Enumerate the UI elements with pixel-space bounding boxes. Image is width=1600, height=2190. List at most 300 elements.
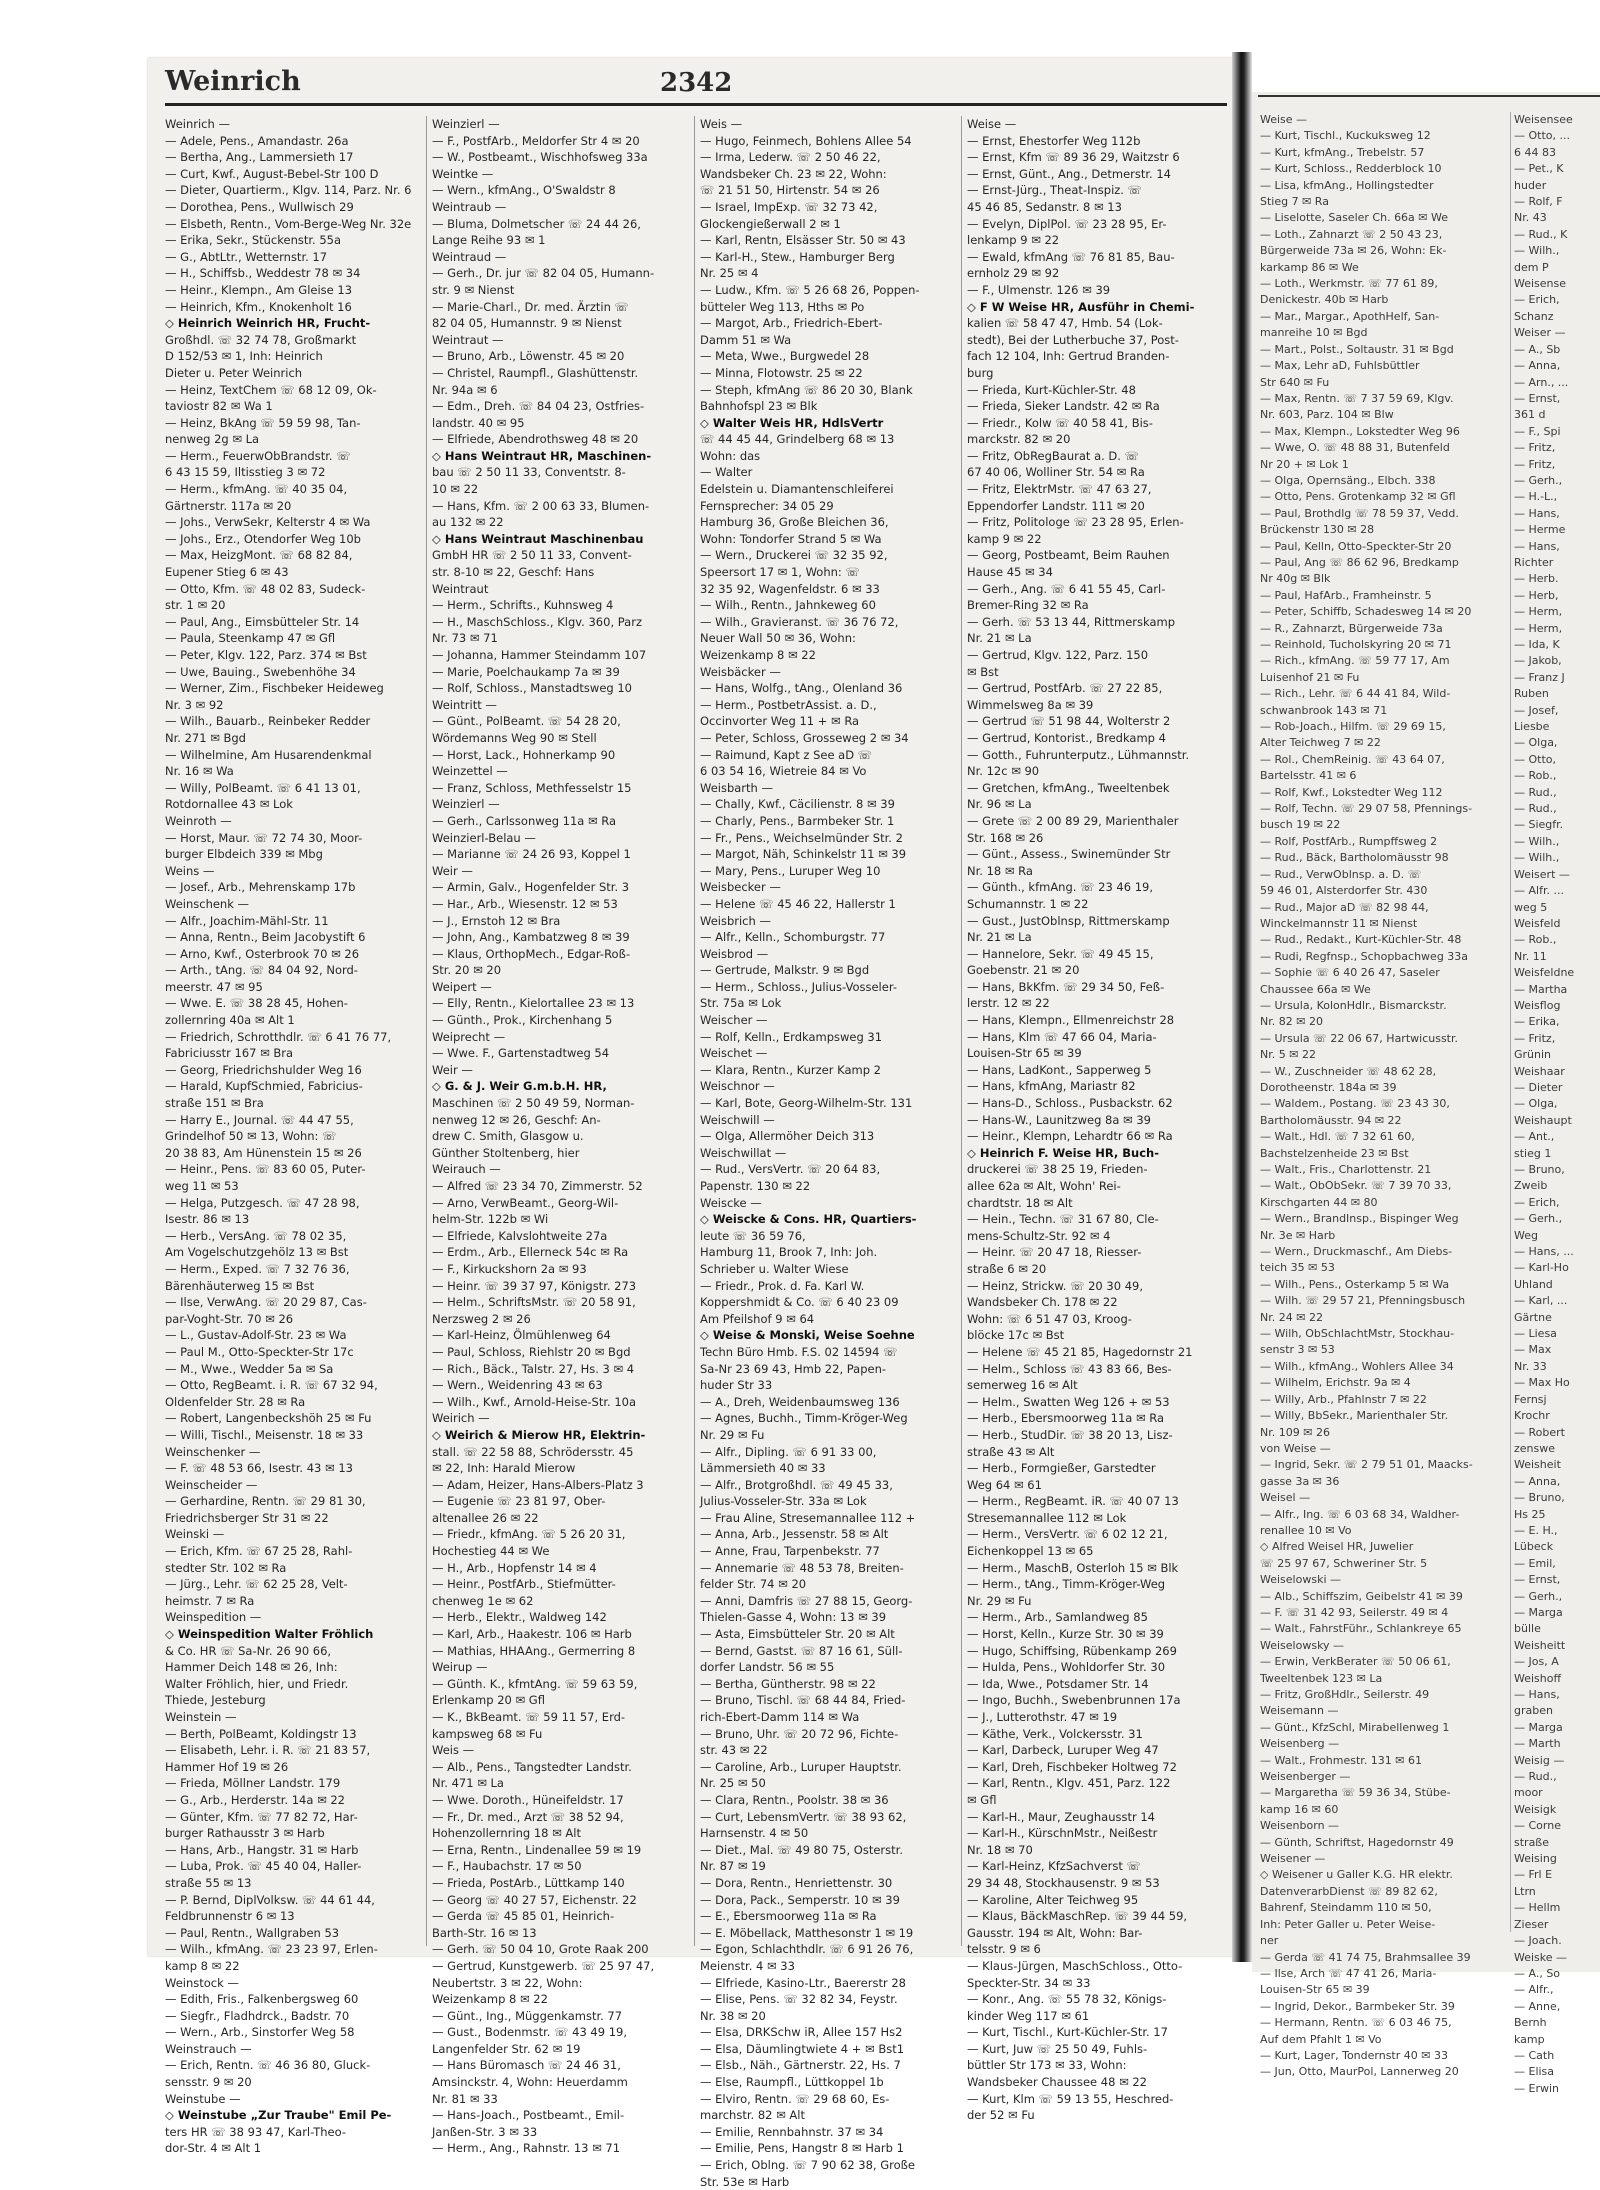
directory-entry-line: — Marianne ☏ 24 26 93, Koppel 1	[432, 847, 631, 862]
directory-entry-line: — Hans, Wolfg., tAng., Olenland 36	[700, 681, 903, 696]
directory-entry-line: Weishoff	[1514, 1671, 1562, 1685]
directory-entry-line: — Rich., Bäck., Talstr. 27, Hs. 3 ✉ 4	[432, 1361, 635, 1376]
directory-entry-line: — Erich, Rentn. ☏ 46 36 80, Gluck-	[165, 2058, 371, 2073]
directory-entry-line: — Günth. K., kfmtAng. ☏ 59 63 59,	[432, 1676, 638, 1691]
directory-entry-line: Weise —	[967, 117, 1017, 131]
directory-entry-line: — Alb., Pens., Tangstedter Landstr.	[432, 1759, 632, 1774]
directory-entry-line: — Elly, Rentn., Kielortallee 23 ✉ 13	[432, 996, 635, 1011]
directory-entry-line: — Evelyn, DiplPol. ☏ 23 28 95, Er-	[967, 216, 1167, 231]
directory-entry-line: Weir —	[432, 863, 473, 878]
directory-entry-line: Weiselowski —	[1260, 1573, 1341, 1587]
directory-entry-line: Weirauch —	[432, 1162, 501, 1177]
directory-entry-line: Weinski —	[165, 1527, 225, 1542]
directory-entry-line: — Dorothea, Pens., Wullwisch 29	[165, 199, 354, 214]
directory-entry-line: Weintraut —	[432, 332, 504, 347]
directory-entry-line: Weinzierl —	[432, 117, 500, 131]
directory-entry-line: — Jürg., Lehr. ☏ 62 25 28, Velt-	[165, 1577, 348, 1592]
directory-entry-line: Dorotheenstr. 184a ✉ 39	[1260, 1080, 1397, 1094]
directory-entry-line: — Rob-Joach., Hilfm. ☏ 29 69 15,	[1260, 720, 1446, 734]
directory-entry-line: — Elviro, Rentn. ☏ 29 68 60, Es-	[700, 2091, 890, 2106]
directory-entry-line: — Erich, Kfm. ☏ 67 25 28, Rahl-	[165, 1544, 353, 1559]
directory-entry-line: Glockengießerwall 2 ✉ 1	[700, 216, 841, 231]
directory-entry-line: ner	[1260, 1934, 1279, 1948]
directory-entry-line: — Hans, Arb., Hangstr. 31 ✉ Harb	[165, 1842, 359, 1857]
directory-entry-line: huder	[1514, 178, 1547, 192]
directory-entry-line: — F., Kirkuckshorn 2a ✉ 93	[432, 1261, 587, 1276]
directory-entry-line: — Hans, ...	[1514, 1245, 1574, 1259]
directory-entry-line: — Heinr., Pens. ☏ 83 60 05, Puter-	[165, 1162, 366, 1177]
directory-entry-line: lerstr. 12 ✉ 22	[967, 996, 1050, 1011]
directory-entry-line: Weischnor —	[700, 1079, 775, 1094]
directory-entry-line: — Wilh., kfmAng., Wohlers Allee 34	[1260, 1359, 1454, 1373]
directory-entry-line: par-Voght-Str. 70 ✉ 26	[165, 1311, 294, 1326]
directory-entry-line: bau ☏ 2 50 11 33, Conventstr. 8-	[432, 465, 626, 480]
directory-entry-line: — Elisa	[1514, 2065, 1555, 2079]
directory-entry-line: — Georg, Friedrichshulder Weg 16	[165, 1062, 362, 1077]
directory-entry-line: Feldbrunnenstr 6 ✉ 13	[165, 1909, 295, 1924]
column-divider	[426, 116, 427, 1946]
directory-entry-line: — Emilie, Rennbahnstr. 37 ✉ 34	[700, 2124, 884, 2139]
directory-entry-line: fach 12 104, Inh: Gertrud Branden-	[967, 349, 1170, 364]
directory-entry-line: — Hein., Techn. ☏ 31 67 80, Cle-	[967, 1212, 1159, 1227]
directory-entry-line: Weishaupt	[1514, 1113, 1572, 1127]
directory-entry-line: — Friedrich, Schrotthdlr. ☏ 6 41 76 77,	[165, 1029, 392, 1044]
directory-entry-line: — Walt., ObObSekr. ☏ 7 39 70 33,	[1260, 1179, 1452, 1193]
directory-entry-line: Weisheitt	[1514, 1638, 1566, 1652]
directory-entry-line: Weinzettel —	[432, 764, 508, 779]
directory-entry-line: — Mary, Pens., Luruper Weg 10	[700, 863, 881, 878]
directory-entry-line: Meienstr. 4 ✉ 33	[700, 1958, 795, 1973]
directory-entry-line: — Luba, Prok. ☏ 45 40 04, Haller-	[165, 1859, 362, 1874]
directory-entry-line: — Wern., kfmAng., O'Swaldstr 8	[432, 183, 616, 198]
directory-entry-line: — Ernst, Ehestorfer Weg 112b	[967, 133, 1141, 148]
directory-entry-line: ◇ G. & J. Weir G.m.b.H. HR,	[432, 1079, 607, 1094]
directory-entry-line: dem P	[1514, 260, 1549, 274]
directory-entry-line: Nerzsweg 2 ✉ 26	[432, 1311, 531, 1326]
directory-entry-line: — H.-L.,	[1514, 490, 1558, 504]
directory-entry-line: — Alfr. ...	[1514, 884, 1564, 898]
directory-entry-line: — Günth., Prok., Kirchenhang 5	[432, 1013, 613, 1028]
directory-entry-line: — Hans Büromasch ☏ 24 46 31,	[432, 2058, 621, 2073]
directory-entry-line: Wohn: Tondorfer Strand 5 ✉ Wa	[700, 531, 882, 546]
directory-entry-line: Wandsbeker Ch. 178 ✉ 22	[967, 1295, 1118, 1310]
directory-entry-line: — Otto,	[1514, 752, 1557, 766]
directory-entry-line: Weisenberg —	[1260, 1737, 1340, 1751]
directory-entry-line: Bachstelzenheide 23 ✉ Bst	[1260, 1146, 1409, 1160]
directory-entry-line: Bürgerweide 73a ✉ 26, Wohn: Ek-	[1260, 244, 1447, 258]
directory-entry-line: — Johanna, Hammer Steindamm 107	[432, 648, 647, 662]
directory-entry-line: — Rud., K	[1514, 227, 1568, 241]
directory-entry-line: — Paul, Kelln, Otto-Speckter-Str 20	[1260, 539, 1452, 553]
directory-entry-line: — Ursula ☏ 22 06 67, Hartwicusstr.	[1260, 1031, 1458, 1045]
directory-entry-line: Eichenkoppel 13 ✉ 65	[967, 1544, 1094, 1559]
directory-entry-line: Weisert —	[1514, 867, 1570, 881]
directory-entry-line: — Rich., Lehr. ☏ 6 44 41 84, Wild-	[1260, 687, 1451, 701]
directory-entry-line: — Else, Raumpfl., Lüttkoppel 1b	[700, 2075, 884, 2090]
directory-entry-line: — Hugo, Schiffsing, Rübenkamp 269	[967, 1643, 1177, 1658]
directory-entry-line: rich-Ebert-Damm 114 ✉ Wa	[700, 1710, 860, 1724]
directory-entry-line: — Adam, Heizer, Hans-Albers-Platz 3	[432, 1477, 644, 1492]
directory-entry-line: — Hans, LadKont., Sapperweg 5	[967, 1062, 1152, 1077]
directory-entry-line: — Herm., tAng., Timm-Kröger-Weg	[967, 1577, 1166, 1592]
directory-entry-line: dor-Str. 4 ✉ Alt 1	[165, 2141, 262, 2156]
directory-entry-line: Kirschgarten 44 ✉ 80	[1260, 1195, 1378, 1209]
directory-entry-line: Weischwill —	[700, 1112, 775, 1127]
directory-entry-line: — Ernst-Jürg., Theat-Inspiz. ☏	[967, 183, 1142, 198]
directory-entry-line: Langenfelder Str. 62 ✉ 19	[432, 2041, 581, 2056]
directory-entry-line: — Willy, BbSekr., Marienthaler Str.	[1260, 1409, 1449, 1423]
directory-entry-line: — Wilh.,	[1514, 244, 1560, 258]
directory-entry-line: ◇ F W Weise HR, Ausführ in Chemi-	[967, 299, 1195, 314]
directory-entry-line: Str. 168 ✉ 26	[967, 830, 1044, 845]
directory-entry-line: — Wilh., Kwf., Arnold-Heise-Str. 10a	[432, 1394, 637, 1409]
directory-entry-line: heimstr. 7 ✉ Ra	[165, 1593, 255, 1608]
directory-entry-line: — F. ☏ 48 53 66, Isestr. 43 ✉ 13	[165, 1461, 353, 1476]
directory-entry-line: ◇ Weise & Monski, Weise Soehne	[700, 1328, 915, 1343]
directory-entry-line: — E., Ebersmoorweg 11a ✉ Ra	[700, 1909, 877, 1924]
directory-entry-line: — Alb., Schiffszim, Geibelstr 41 ✉ 39	[1260, 1589, 1463, 1603]
directory-entry-line: ✉ 22, Inh: Harald Mierow	[432, 1461, 576, 1476]
directory-entry-line: der 52 ✉ Fu	[967, 2108, 1035, 2123]
directory-entry-line: Fernsj	[1514, 1392, 1547, 1406]
directory-entry-line: Nr. 11	[1514, 949, 1547, 963]
directory-entry-line: DatenverarbDienst ☏ 89 82 62,	[1260, 1884, 1438, 1898]
directory-entry-line: Schrieber u. Walter Wiese	[700, 1261, 849, 1276]
directory-entry-line: — Hellm	[1514, 1901, 1561, 1915]
directory-entry-line: ◇ Hans Weintraut Maschinenbau	[432, 531, 644, 546]
directory-entry-line: felder Str. 74 ✉ 20	[700, 1577, 807, 1592]
directory-entry-line: Weischwillat —	[700, 1145, 787, 1160]
directory-entry-line: Gausstr. 194 ✉ Alt, Wohn: Bar-	[967, 1925, 1143, 1940]
directory-entry-line: — Karl-H., KürschnMstr., Neißestr	[967, 1826, 1158, 1841]
directory-entry-line: 6 44 83	[1514, 145, 1556, 159]
directory-entry-line: — Karl, Darbeck, Luruper Weg 47	[967, 1743, 1159, 1758]
directory-entry-line: — Clara, Rentn., Poolstr. 38 ✉ 36	[700, 1792, 889, 1807]
directory-entry-line: — Gust., JustOblnsp, Rittmerskamp	[967, 913, 1170, 928]
directory-entry-line: — Erich,	[1514, 1195, 1560, 1209]
directory-entry-line: — Anna,	[1514, 359, 1561, 373]
directory-entry-line: Uhland	[1514, 1277, 1553, 1291]
directory-entry-line: Nr. 96 ✉ La	[967, 797, 1032, 812]
directory-entry-line: — Rich., kfmAng. ☏ 59 77 17, Am	[1260, 654, 1450, 668]
directory-entry-line: zollernring 40a ✉ Alt 1	[165, 1013, 295, 1028]
directory-entry-line: — Gertrud ☏ 51 98 44, Wolterstr 2	[967, 714, 1171, 729]
directory-entry-line: — Helm., Schloss ☏ 43 83 66, Bes-	[967, 1361, 1172, 1376]
directory-entry-line: Damm 51 ✉ Wa	[700, 332, 792, 347]
directory-entry-line: str. 9 ✉ Nienst	[432, 282, 515, 297]
directory-entry-line: — Hans-D., Schloss., Pusbackstr. 62	[967, 1096, 1173, 1111]
directory-entry-line: — Frl E	[1514, 1868, 1553, 1882]
directory-entry-line: Thiede, Jesteburg	[165, 1693, 266, 1708]
directory-entry-line: Nr. 603, Parz. 104 ✉ Blw	[1260, 408, 1394, 422]
directory-entry-line: — Herb., Ebersmoorweg 11a ✉ Ra	[967, 1411, 1165, 1426]
directory-entry-line: — Margaretha ☏ 59 36 34, Stübe-	[1260, 1786, 1451, 1800]
directory-entry-line: — Herm., Schrifts., Kuhnsweg 4	[432, 598, 614, 613]
directory-entry-line: — Gretchen, kfmAng., Tweeltenbek	[967, 780, 1170, 795]
right-page-column-2	[1514, 112, 1600, 2095]
directory-entry-line: kamp 8 ✉ 22	[165, 1958, 240, 1973]
directory-entry-line: Weizenkamp 8 ✉ 22	[432, 1992, 548, 2007]
directory-entry-line: Fabriciusstr 167 ✉ Bra	[165, 1046, 294, 1061]
directory-entry-line: — Max, HeizgMont. ☏ 68 82 84,	[165, 548, 353, 563]
directory-entry-line: — Josef,	[1514, 703, 1559, 717]
directory-entry-line: — Ingo, Buchh., Swebenbrunnen 17a	[967, 1693, 1181, 1708]
directory-entry-line: weg 5	[1514, 900, 1548, 914]
directory-entry-line: ◇ Weisener u Galler K.G. HR elektr.	[1260, 1868, 1453, 1882]
directory-entry-line: — Heinr. ☏ 20 47 18, Riesser-	[967, 1245, 1142, 1260]
directory-entry-line: Weiser —	[1514, 326, 1566, 340]
directory-entry-line: — Bruno,	[1514, 1163, 1565, 1176]
directory-entry-line: Nr. 21 ✉ La	[967, 930, 1032, 945]
directory-entry-line: — Gerh.,	[1514, 473, 1563, 487]
directory-entry-line: — Herm,	[1514, 621, 1563, 635]
directory-entry-line: — Rolf, F	[1514, 195, 1563, 209]
directory-entry-line: — Klaus, BäckMaschRep. ☏ 39 44 59,	[967, 1909, 1188, 1924]
directory-entry-line: — Elsbeth, Rentn., Vom-Berge-Weg Nr. 32e	[165, 216, 412, 231]
directory-entry-line: — Mar., Margar., ApothHelf, San-	[1260, 309, 1440, 323]
directory-entry-line: — Anna, Rentn., Beim Jacobystift 6	[165, 930, 366, 945]
directory-entry-line: Weis —	[432, 1743, 475, 1758]
directory-entry-line: — Ernst, Kfm ☏ 89 36 29, Waitzstr 6	[967, 150, 1180, 165]
directory-entry-line: Grindelhof 50 ✉ 13, Wohn: ☏	[165, 1129, 337, 1144]
directory-entry-line: — Wilhelmine, Am Husarendenkmal	[165, 747, 372, 762]
directory-entry-line: Bahrenf, Steindamm 110 ✉ 50,	[1260, 1901, 1432, 1915]
directory-entry-line: — Rob.,	[1514, 933, 1557, 947]
directory-entry-line: Weisfeldne	[1514, 966, 1575, 980]
directory-entry-line: — W., Postbeamt., Wischhofsweg 33a	[432, 150, 648, 165]
directory-entry-line: Wandsbeker Ch. 23 ✉ 22, Wohn:	[700, 166, 887, 181]
directory-entry-line: — Rudi, Regfnsp., Schopbachweg 33a	[1260, 949, 1469, 963]
directory-entry-line: gasse 3a ✉ 36	[1260, 1474, 1340, 1488]
directory-entry-line: Weintraut	[432, 581, 489, 596]
directory-entry-line: — F., PostfArb., Meldorfer Str 4 ✉ 20	[432, 133, 640, 148]
directory-entry-line: ☏ 25 97 67, Schweriner Str. 5	[1260, 1556, 1428, 1570]
directory-entry-line: graben	[1514, 1704, 1553, 1718]
directory-entry-line: — Günth., kfmAng. ☏ 23 46 19,	[967, 880, 1153, 895]
directory-entry-line: — Marga	[1514, 1720, 1563, 1734]
directory-entry-line: — A., So	[1514, 1966, 1561, 1980]
right-page-rule	[1258, 95, 1600, 97]
directory-entry-line: — Friedr., kfmAng. ☏ 5 26 20 31,	[432, 1527, 626, 1542]
directory-entry-line: Stresemannallee 112 ✉ Lok	[967, 1510, 1127, 1525]
directory-entry-line: — Gerda ☏ 41 74 75, Brahmsallee 39	[1260, 1950, 1471, 1964]
directory-entry-line: Weisbrich —	[700, 913, 771, 928]
directory-entry-line: — Asta, Eimsbütteler Str. 20 ✉ Alt	[700, 1627, 895, 1642]
directory-entry-line: — Ilse, VerwAng. ☏ 20 29 87, Cas-	[165, 1295, 367, 1310]
directory-entry-line: — Peter, Schloss, Grosseweg 2 ✉ 34	[700, 730, 909, 745]
directory-entry-line: Nr. 18 ✉ 70	[967, 1842, 1033, 1857]
directory-entry-line: — Otto, ...	[1514, 129, 1570, 143]
directory-entry-line: Auf dem Pfahlt 1 ✉ Vo	[1260, 2032, 1382, 2046]
directory-entry-line: Weir —	[432, 1062, 473, 1077]
directory-entry-line: Oldenfelder Str. 28 ✉ Ra	[165, 1394, 306, 1409]
directory-entry-line: — Rolf, Kelln., Erdkampsweg 31	[700, 1029, 883, 1044]
directory-entry-line: Liesbe	[1514, 720, 1550, 734]
directory-entry-line: — Herm., kfmAng. ☏ 40 35 04,	[165, 482, 348, 497]
directory-entry-line: — Wilh., kfmAng. ☏ 23 23 97, Erlen-	[165, 1942, 378, 1957]
directory-entry-line: büttler Str 173 ✉ 33, Wohn:	[967, 2058, 1127, 2073]
directory-entry-line: Lämmersieth 40 ✉ 33	[700, 1461, 826, 1476]
directory-entry-line: Bartholomäusstr. 94 ✉ 22	[1260, 1113, 1402, 1127]
directory-entry-line: Tweeltenbek 123 ✉ La	[1260, 1671, 1383, 1685]
directory-entry-line: Weinrich —	[165, 117, 230, 131]
directory-entry-line: — Loth., Zahnarzt ☏ 2 50 43 23,	[1260, 227, 1443, 241]
directory-entry-line: — Alfr., Joachim-Mähl-Str. 11	[165, 913, 329, 928]
directory-entry-line: — Ida, K	[1514, 638, 1560, 651]
directory-entry-line: — Wilh., Rentn., Jahnkeweg 60	[700, 598, 876, 613]
directory-entry-line: — Berth, PolBeamt, Koldingstr 13	[165, 1726, 357, 1741]
directory-entry-line: — Herm,	[1514, 605, 1563, 619]
directory-entry-line: — Paul, Ang., Eimsbütteler Str. 14	[165, 614, 360, 629]
column-divider	[1510, 112, 1511, 1932]
directory-entry-line: — Gertrude, Malkstr. 9 ✉ Bgd	[700, 963, 870, 978]
directory-entry-line: — F., Spi	[1514, 424, 1561, 438]
directory-entry-line: stieg 1	[1514, 1146, 1552, 1160]
directory-entry-line: — A., Dreh, Weidenbaumsweg 136	[700, 1394, 900, 1409]
directory-entry-line: Hammer Hof 19 ✉ 26	[165, 1759, 289, 1774]
directory-entry-line: — Gerh., Ang. ☏ 6 41 55 45, Carl-	[967, 581, 1166, 596]
directory-entry-line: — Max, Lehr aD, Fuhlsbüttler	[1260, 359, 1420, 373]
directory-entry-line: — Corne	[1514, 1819, 1561, 1833]
directory-entry-line: — Joach.	[1514, 1934, 1562, 1948]
directory-entry-line: straße 151 ✉ Bra	[165, 1096, 264, 1111]
directory-entry-line: — Günter, Kfm. ☏ 77 82 72, Har-	[165, 1809, 358, 1824]
directory-entry-line: drew C. Smith, Glasgow u.	[432, 1129, 584, 1144]
directory-entry-line: huder Str 33	[700, 1378, 773, 1393]
directory-entry-line: — Elfriede, Kalvslohtweite 27a	[432, 1228, 608, 1243]
directory-entry-line: — F., Haubachstr. 17 ✉ 50	[432, 1859, 582, 1874]
directory-entry-line: marchstr. 82 ✉ Alt	[700, 2108, 805, 2123]
directory-entry-line: Nr. 5 ✉ 22	[1260, 1048, 1316, 1062]
directory-entry-line: — Christel, Raumpfl., Glashüttenstr.	[432, 365, 639, 380]
directory-entry-line: — Kurt, Schloss., Redderblock 10	[1260, 162, 1442, 176]
directory-entry-line: — Arno, Kwf., Osterbrook 70 ✉ 26	[165, 946, 360, 961]
directory-entry-line: — Herm., RegBeamt. iR. ☏ 40 07 13	[967, 1494, 1179, 1509]
directory-entry-line: — Franz, Schloss, Methfesselstr 15	[432, 780, 632, 795]
directory-entry-line: — Liselotte, Saseler Ch. 66a ✉ We	[1260, 211, 1449, 225]
directory-entry-line: Harnsenstr. 4 ✉ 50	[700, 1826, 809, 1841]
directory-entry-line: — Karl, ...	[1514, 1294, 1568, 1308]
directory-entry-line: burger Rathausstr 3 ✉ Harb	[165, 1826, 325, 1841]
directory-entry-line: — Erdm., Arb., Ellerneck 54c ✉ Ra	[432, 1245, 629, 1260]
directory-entry-line: burger Elbdeich 339 ✉ Mbg	[165, 847, 323, 862]
directory-entry-line: Louisen-Str 65 ✉ 39	[1260, 1983, 1370, 1997]
directory-entry-line: ☏ 44 45 44, Grindelberg 68 ✉ 13	[700, 432, 895, 447]
directory-entry-line: nenweg 2g ✉ La	[165, 432, 260, 447]
directory-entry-line: Nr. 24 ✉ 22	[1260, 1310, 1323, 1324]
directory-entry-line: — Konr., Ang. ☏ 55 78 32, Königs-	[967, 1992, 1167, 2007]
directory-entry-line: Weisbarth —	[700, 780, 773, 795]
directory-entry-line: — Ida, Wwe., Potsdamer Str. 14	[967, 1676, 1149, 1691]
directory-entry-line: — Alfr., Ing. ☏ 6 03 68 34, Waldher-	[1260, 1507, 1460, 1521]
directory-entry-line: Wördemanns Weg 90 ✉ Stell	[432, 730, 597, 745]
directory-entry-line: Str 640 ✉ Fu	[1260, 375, 1330, 389]
directory-entry-line: ◇ Alfred Weisel HR, Juwelier	[1260, 1540, 1414, 1554]
directory-entry-line: — Wilhelm, Erichstr. 9a ✉ 4	[1260, 1376, 1411, 1390]
directory-entry-line: — Gerhardine, Rentn. ☏ 29 81 30,	[165, 1494, 366, 1509]
directory-entry-line: Louisen-Str 65 ✉ 39	[967, 1046, 1082, 1061]
directory-entry-line: — Herm., MaschB, Osterloh 15 ✉ Blk	[967, 1560, 1179, 1575]
directory-entry-line: & Co. HR ☏ Sa-Nr. 26 90 66,	[165, 1643, 332, 1658]
directory-entry-line: 45 46 85, Sedanstr. 8 ✉ 13	[967, 199, 1122, 214]
directory-entry-line: — Karl-Ho	[1514, 1261, 1569, 1275]
directory-entry-line: — Gertrud, Kontorist., Bredkamp 4	[967, 730, 1166, 745]
directory-entry-line: — Rolf, PostfArb., Rumpffsweg 2	[1260, 834, 1438, 848]
directory-entry-line: Nr. 81 ✉ 33	[432, 2091, 498, 2106]
directory-entry-line: — Hans, Klempn., Ellmenreichstr 28	[967, 1013, 1175, 1028]
directory-entry-line: Thielen-Gasse 4, Wohn: 13 ✉ 39	[700, 1610, 887, 1625]
directory-entry-line: Grünin	[1514, 1048, 1552, 1062]
directory-entry-line: Krochr	[1514, 1409, 1550, 1423]
directory-entry-line: — Robert	[1514, 1425, 1565, 1439]
directory-entry-line: Schanz	[1514, 309, 1554, 323]
directory-entry-line: Techn Büro Hmb. F.S. 02 14594 ☏	[700, 1344, 898, 1359]
directory-entry-line: 82 04 05, Humannstr. 9 ✉ Nienst	[432, 316, 622, 331]
directory-entry-line: Nr. 73 ✉ 71	[432, 631, 498, 646]
directory-entry-line: — Herm., Arb., Samlandweg 85	[967, 1610, 1148, 1625]
directory-entry-line: Denickestr. 40b ✉ Harb	[1260, 293, 1389, 307]
directory-entry-line: helm-Str. 122b ✉ Wi	[432, 1212, 549, 1227]
directory-entry-line: — Bluma, Dolmetscher ☏ 24 44 26,	[432, 216, 641, 231]
directory-entry-line: kamp 16 ✉ 60	[1260, 1802, 1339, 1816]
directory-entry-line: Janßen-Str. 3 ✉ 33	[432, 2124, 538, 2139]
directory-entry-line: — Karl, Bote, Georg-Wilhelm-Str. 131	[700, 1096, 913, 1111]
directory-entry-line: — Gerh. ☏ 50 04 10, Grote Raak 200	[432, 1942, 649, 1957]
directory-entry-line: Winckelmannstr 11 ✉ Nienst	[1260, 916, 1418, 930]
directory-entry-line: — Gertrud, PostfArb. ☏ 27 22 85,	[967, 681, 1163, 696]
directory-entry-line: bülle	[1514, 1622, 1541, 1636]
directory-entry-line: — Wern., Arb., Sinstorfer Weg 58	[165, 2025, 355, 2040]
directory-entry-line: — Herm., FeuerwObBrandstr. ☏	[165, 448, 351, 463]
directory-entry-line: — Helm., SchriftsMstr. ☏ 20 58 91,	[432, 1295, 636, 1310]
directory-entry-line: — J., Ernstoh 12 ✉ Bra	[432, 913, 561, 928]
directory-entry-line: — Alfred ☏ 23 34 70, Zimmerstr. 52	[432, 1179, 643, 1193]
directory-entry-line: — Minna, Flotowstr. 25 ✉ 22	[700, 365, 863, 380]
directory-entry-line: Walter Fröhlich, hier, und Friedr.	[165, 1676, 349, 1691]
directory-entry-line: — Fritz,	[1514, 1031, 1556, 1045]
directory-entry-line: — Wilh., Pens., Osterkamp 5 ✉ Wa	[1260, 1277, 1450, 1291]
directory-entry-line: Weisenberger —	[1260, 1770, 1351, 1784]
directory-entry-line: — Frau Aline, Stresemannallee 112 +	[700, 1510, 916, 1525]
directory-entry-line: Lübeck	[1514, 1540, 1554, 1554]
directory-entry-line: Julius-Vosseler-Str. 33a ✉ Lok	[700, 1494, 867, 1509]
directory-entry-line: — Arno, VerwBeamt., Georg-Wil-	[432, 1195, 619, 1210]
directory-entry-line: ◇ Heinrich Weinrich HR, Frucht-	[165, 316, 371, 331]
directory-entry-line: — Klara, Rentn., Kurzer Kamp 2	[700, 1062, 881, 1077]
directory-entry-line: — Uwe, Bauing., Swebenhöhe 34	[165, 664, 356, 679]
directory-entry-line: Weipert —	[432, 979, 492, 994]
directory-entry-line: — Günt., Assess., Swinemünder Str	[967, 847, 1171, 862]
directory-entry-line: Alter Teichweg 7 ✉ 22	[1260, 736, 1381, 750]
directory-entry-line: — Hans,	[1514, 1688, 1560, 1701]
directory-entry-line: Stieg 7 ✉ Ra	[1260, 195, 1329, 209]
directory-entry-line: — Mart., Polst., Soltaustr. 31 ✉ Bgd	[1260, 342, 1454, 356]
directory-entry-line: lenkamp 9 ✉ 22	[967, 233, 1060, 248]
directory-entry-line: — Ilse, Arch ☏ 47 41 26, Maria-	[1260, 1966, 1437, 1980]
directory-entry-line: — Alfr., Brotgroßhdl. ☏ 49 45 33,	[700, 1477, 893, 1492]
directory-entry-line: — Egon, Schlachthdlr. ☏ 6 91 26 76,	[700, 1942, 914, 1957]
directory-entry-line: — Bertha, Güntherstr. 98 ✉ 22	[700, 1676, 876, 1691]
directory-entry-line: — Curt, Kwf., August-Bebel-Str 100 D	[165, 166, 379, 181]
directory-entry-line: — Dieter	[1514, 1080, 1563, 1094]
directory-entry-line: — Rud.,	[1514, 1770, 1557, 1784]
directory-entry-line: — Helm., Swatten Weg 126 + ✉ 53	[967, 1394, 1170, 1409]
directory-entry-line: — Bruno, Tischl. ☏ 68 44 84, Fried-	[700, 1693, 906, 1708]
directory-entry-line: — Meta, Wwe., Burgwedel 28	[700, 349, 870, 364]
directory-entry-line: D 152/53 ✉ 1, Inh: Heinrich	[165, 349, 323, 364]
directory-entry-line: Wandsbeker Chaussee 48 ✉ 22	[967, 2075, 1148, 2090]
directory-entry-line: — Johs., Erz., Otendorfer Weg 10b	[165, 531, 361, 546]
